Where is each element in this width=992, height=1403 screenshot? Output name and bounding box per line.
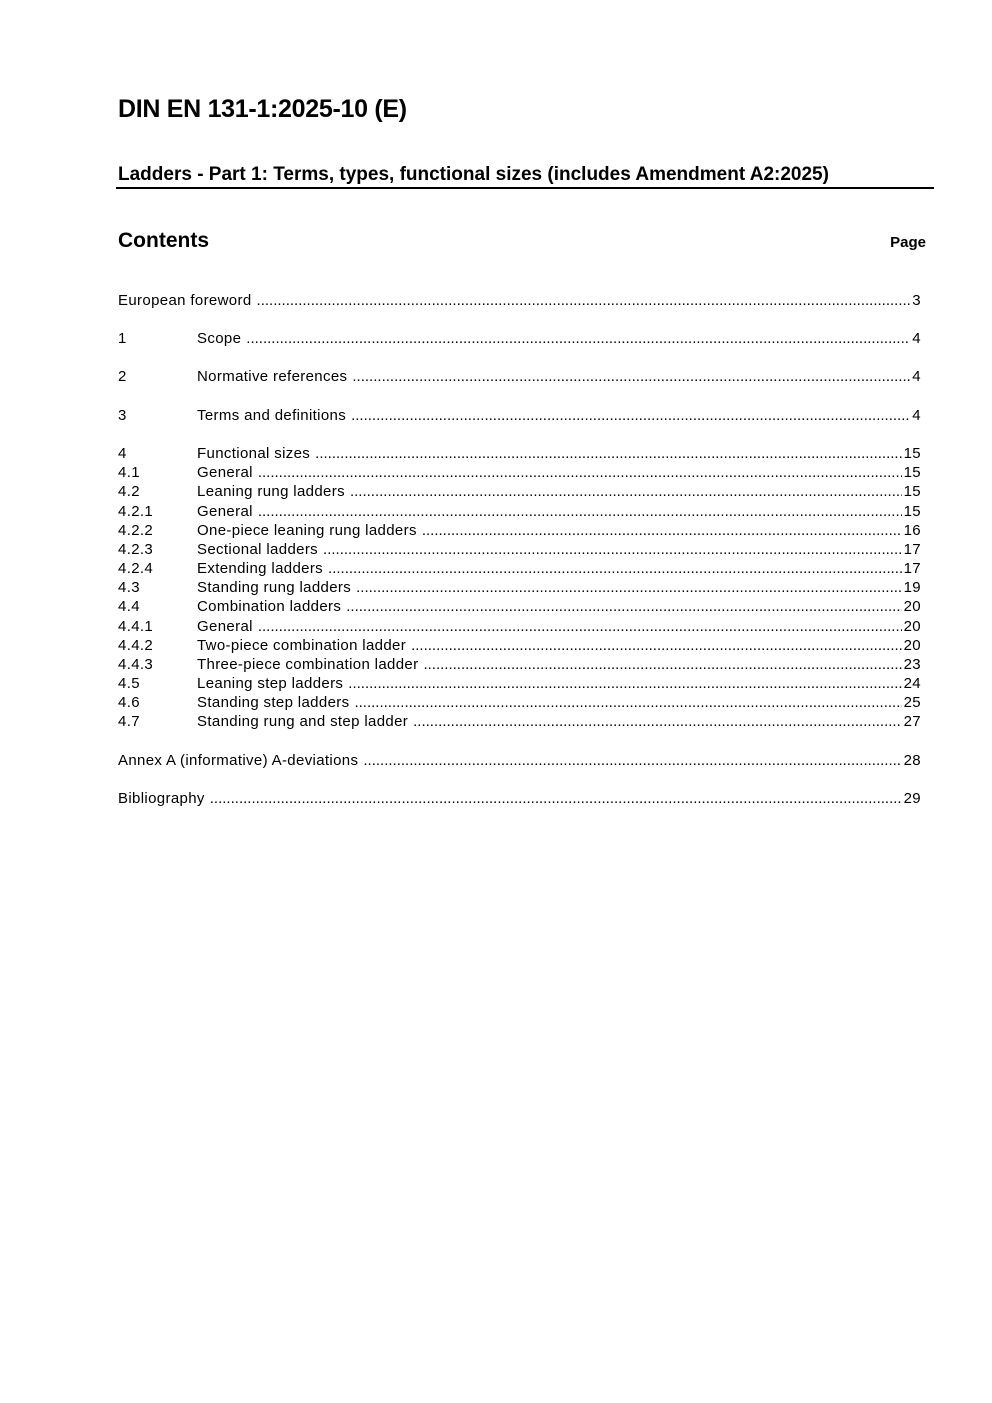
toc-entry[interactable] — [118, 522, 921, 541]
toc-entry-title: Two-piece combination ladder — [197, 637, 407, 654]
toc-entry-number: 4.2.1 — [118, 503, 154, 520]
toc-entry-number: 4.6 — [118, 694, 140, 711]
toc-entry-number: 4.4.1 — [118, 618, 154, 635]
toc-entry-number: 4.4.2 — [118, 637, 154, 654]
toc-entry-page: 4 — [912, 368, 921, 385]
document-identifier: DIN EN 131-1:2025-10 (E) — [118, 95, 407, 123]
toc-dot-leader — [258, 503, 902, 520]
toc-entry-page: 25 — [903, 694, 921, 711]
toc-entry-title: Standing rung ladders — [197, 579, 352, 596]
toc-entry-title: European foreword — [118, 292, 252, 309]
toc-dot-leader — [351, 407, 910, 424]
toc-entry-number: 4.1 — [118, 464, 140, 481]
toc-entry-page: 15 — [903, 445, 921, 462]
toc-entry-number: 4.2 — [118, 483, 140, 500]
toc-entry-title: Bibliography — [118, 790, 205, 807]
toc-entry-number: 4.2.3 — [118, 541, 154, 558]
toc-entry-title: Sectional ladders — [197, 541, 319, 558]
toc-entry-page: 15 — [903, 464, 921, 481]
toc-entry-page: 23 — [903, 656, 921, 673]
toc-entry[interactable] — [118, 637, 921, 656]
toc-dot-leader — [354, 694, 901, 711]
toc-entry-title: Three-piece combination ladder — [197, 656, 419, 673]
toc-entry-number: 4.4 — [118, 598, 140, 615]
toc-entry-title: Combination ladders — [197, 598, 342, 615]
toc-dot-leader — [348, 675, 901, 692]
toc-entry-number: 2 — [118, 368, 127, 385]
toc-entry-number: 4.7 — [118, 713, 140, 730]
toc-dot-leader — [258, 464, 902, 481]
toc-entry-title: Leaning rung ladders — [197, 483, 345, 500]
page-column-heading: Page — [890, 234, 926, 251]
toc-dot-leader — [210, 790, 902, 807]
document-title: Ladders - Part 1: Terms, types, functional sizes (includes Amendment A2:2025) — [118, 164, 829, 185]
toc-entry-page: 4 — [912, 330, 921, 347]
toc-dot-leader — [258, 618, 902, 635]
toc-entry-page: 4 — [912, 407, 921, 424]
toc-entry-page: 17 — [903, 541, 921, 558]
toc-dot-leader — [350, 483, 902, 500]
toc-entry-number: 4 — [118, 445, 127, 462]
toc-entry-title: Functional sizes — [197, 445, 311, 462]
toc-entry[interactable] — [118, 407, 921, 426]
toc-dot-leader — [346, 598, 901, 615]
toc-entry-title: Terms and definitions — [197, 407, 347, 424]
toc-dot-leader — [246, 330, 910, 347]
toc-entry-page: 20 — [903, 598, 921, 615]
toc-entry-title: General — [197, 464, 253, 481]
toc-entry-number: 4.5 — [118, 675, 140, 692]
toc-dot-leader — [328, 560, 902, 577]
toc-entry-page: 24 — [903, 675, 921, 692]
toc-entry[interactable] — [118, 752, 921, 771]
toc-entry-number: 1 — [118, 330, 127, 347]
toc-dot-leader — [422, 522, 902, 539]
toc-entry-page: 16 — [903, 522, 921, 539]
toc-entry-page: 3 — [912, 292, 921, 309]
toc-entry-number: 4.2.4 — [118, 560, 154, 577]
toc-dot-leader — [363, 752, 901, 769]
toc-dot-leader — [257, 292, 911, 309]
toc-dot-leader — [323, 541, 902, 558]
toc-entry-number: 4.3 — [118, 579, 140, 596]
toc-entry-title: Normative references — [197, 368, 348, 385]
toc-entry-page: 28 — [903, 752, 921, 769]
toc-entry-page: 20 — [903, 637, 921, 654]
toc-entry[interactable] — [118, 368, 921, 387]
toc-entry[interactable] — [118, 618, 921, 637]
toc-entry[interactable] — [118, 656, 921, 675]
toc-entry[interactable] — [118, 790, 921, 809]
toc-entry-number: 4.4.3 — [118, 656, 154, 673]
toc-entry-number: 3 — [118, 407, 127, 424]
toc-dot-leader — [356, 579, 901, 596]
toc-entry-title: Leaning step ladders — [197, 675, 344, 692]
toc-entry[interactable] — [118, 675, 921, 694]
toc-entry-title: Scope — [197, 330, 242, 347]
toc-entry-title: Standing rung and step ladder — [197, 713, 409, 730]
toc-entry[interactable] — [118, 292, 921, 311]
toc-entry[interactable] — [118, 579, 921, 598]
toc-entry[interactable] — [118, 503, 921, 522]
toc-entry-title: General — [197, 503, 253, 520]
contents-heading: Contents — [118, 229, 209, 252]
toc-entry-title: General — [197, 618, 253, 635]
toc-dot-leader — [413, 713, 901, 730]
toc-dot-leader — [411, 637, 902, 654]
toc-entry[interactable] — [118, 483, 921, 502]
toc-dot-leader — [423, 656, 901, 673]
toc-dot-leader — [315, 445, 901, 462]
toc-entry[interactable] — [118, 464, 921, 483]
toc-entry-title: One-piece leaning rung ladders — [197, 522, 417, 539]
toc-entry-title: Annex A (informative) A-deviations — [118, 752, 359, 769]
toc-entry-number: 4.2.2 — [118, 522, 154, 539]
toc-entry[interactable] — [118, 560, 921, 579]
toc-dot-leader — [352, 368, 910, 385]
toc-entry[interactable] — [118, 541, 921, 560]
toc-entry-page: 15 — [903, 483, 921, 500]
toc-entry[interactable] — [118, 694, 921, 713]
toc-entry[interactable] — [118, 445, 921, 464]
toc-entry[interactable] — [118, 598, 921, 617]
toc-entry[interactable] — [118, 330, 921, 349]
toc-entry-page: 27 — [903, 713, 921, 730]
toc-entry-page: 19 — [903, 579, 921, 596]
toc-entry-page: 29 — [903, 790, 921, 807]
toc-entry[interactable] — [118, 713, 921, 732]
toc-entry-title: Standing step ladders — [197, 694, 350, 711]
toc-entry-page: 15 — [903, 503, 921, 520]
toc-entry-title: Extending ladders — [197, 560, 324, 577]
title-underline-divider — [116, 187, 934, 189]
toc-entry-page: 17 — [903, 560, 921, 577]
toc-entry-page: 20 — [903, 618, 921, 635]
